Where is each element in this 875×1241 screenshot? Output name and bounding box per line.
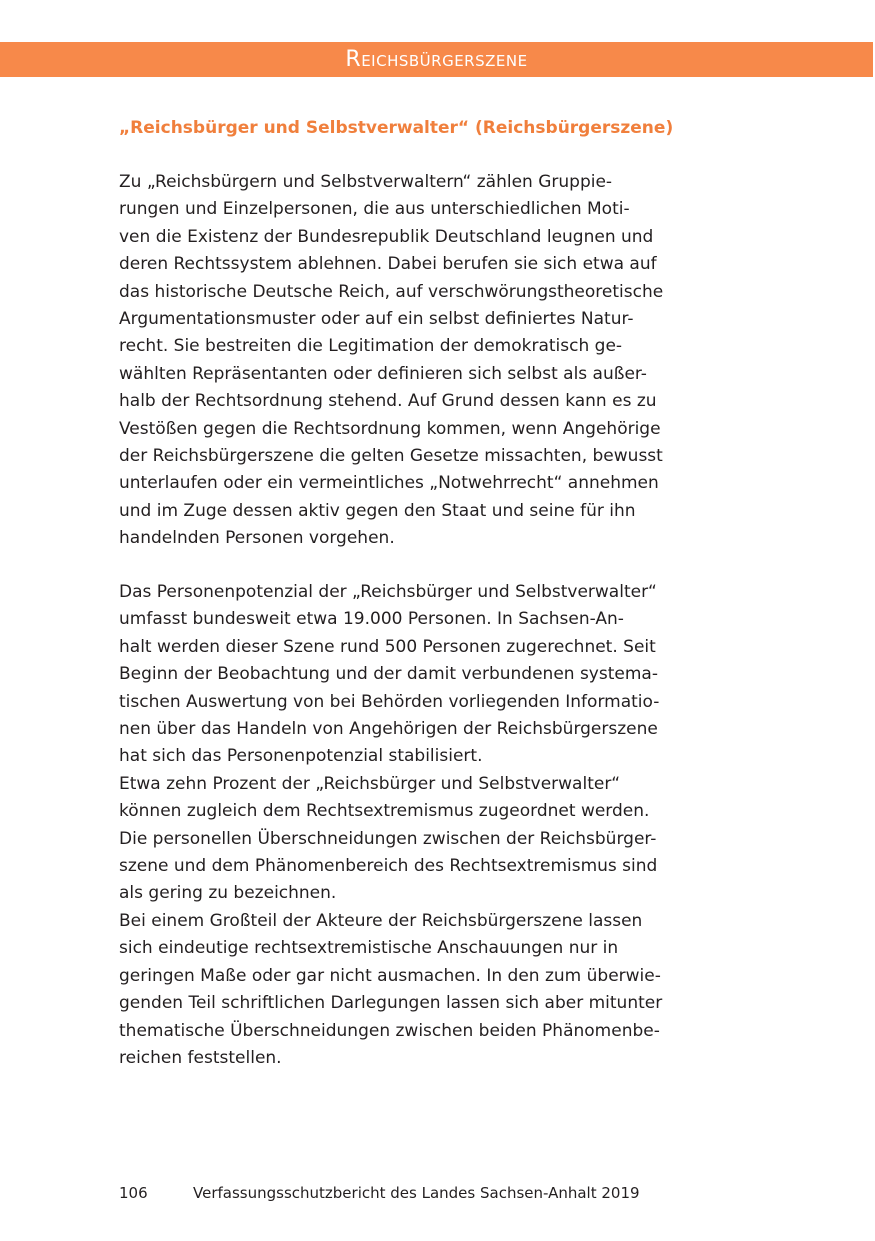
text-line: Argumentationsmuster oder auf ein selbst definiertes Natur-: [119, 309, 634, 330]
text-line: rungen und Einzelpersonen, die aus unterschiedlichen Moti-: [119, 199, 630, 220]
chapter-header-bar: [0, 42, 873, 77]
text-line: Etwa zehn Prozent der „Reichsbürger und Selbstverwalter“: [119, 773, 621, 794]
text-line: hat sich das Personenpotenzial stabilisiert.: [119, 746, 483, 767]
text-line: reichen feststellen.: [119, 1047, 282, 1068]
text-line: tischen Auswertung von bei Behörden vorliegenden Informatio-: [119, 691, 660, 712]
text-line: thematische Überschneidungen zwischen beiden Phänomenbe-: [119, 1020, 660, 1041]
text-line: geringen Maße oder gar nicht ausmachen. In den zum überwie-: [119, 965, 661, 986]
text-line: der Reichsbürgerszene die gelten Gesetze missachten, bewusst: [119, 446, 663, 467]
text-line: Vestößen gegen die Rechtsordnung kommen, wenn Angehörige: [119, 418, 661, 439]
text-line: Das Personenpotenzial der „Reichsbürger und Selbstverwalter“: [119, 582, 657, 602]
text-line: Beginn der Beobachtung und der damit verbundenen systema-: [119, 664, 658, 685]
text-line: Bei einem Großteil der Akteure der Reichsbürgerszene lassen: [119, 910, 643, 931]
text-line: nen über das Handeln von Angehörigen der Reichsbürgerszene: [119, 719, 658, 740]
text-line: handelnden Personen vorgehen.: [119, 528, 395, 549]
text-line: Zu „Reichsbürgern und Selbstverwaltern“ zählen Gruppie-: [119, 172, 613, 192]
text-line: unterlaufen oder ein vermeintliches „Notwehrrecht“ annehmen: [119, 473, 659, 494]
page-footer: [119, 1181, 640, 1205]
text-line: das historische Deutsche Reich, auf verschwörungstheoretische: [119, 281, 664, 302]
text-line: als gering zu bezeichnen.: [119, 883, 337, 904]
text-line: umfasst bundesweit etwa 19.000 Personen. In Sachsen-An-: [119, 609, 624, 630]
section-heading: „Reichsbürger und Selbstverwalter“ (Reichsbürgerszene): [119, 118, 674, 138]
text-line: genden Teil schriftlichen Darlegungen lassen sich aber mitunter: [119, 993, 663, 1014]
text-line: deren Rechtssystem ablehnen. Dabei berufen sie sich etwa auf: [119, 254, 657, 275]
chapter-title: Reichsbürgerszene: [345, 46, 528, 72]
text-line: halt werden dieser Szene rund 500 Personen zugerechnet. Seit: [119, 636, 656, 657]
text-line: und im Zuge dessen aktiv gegen den Staat und seine für ihn: [119, 500, 636, 521]
text-line: ven die Existenz der Bundesrepublik Deutschland leugnen und: [119, 226, 654, 247]
paragraph-personenpotenzial: [119, 579, 769, 1072]
text-line: recht. Sie bestreiten die Legitimation der demokratisch ge-: [119, 336, 623, 357]
publication-title: Verfassungsschutzbericht des Landes Sachsen-Anhalt 2019: [193, 1184, 640, 1202]
text-line: szene und dem Phänomenbereich des Rechtsextremismus sind: [119, 856, 658, 877]
page-number: 106: [119, 1184, 148, 1202]
text-line: können zugleich dem Rechtsextremismus zugeordnet werden.: [119, 801, 650, 822]
text-line: wählten Repräsentanten oder definieren sich selbst als außer-: [119, 363, 647, 384]
paragraph-definition: [119, 169, 769, 553]
text-line: sich eindeutige rechtsextremistische Anschauungen nur in: [119, 938, 619, 959]
text-line: Die personellen Überschneidungen zwischen der Reichsbürger-: [119, 828, 657, 849]
text-line: halb der Rechtsordnung stehend. Auf Grund dessen kann es zu: [119, 391, 657, 412]
